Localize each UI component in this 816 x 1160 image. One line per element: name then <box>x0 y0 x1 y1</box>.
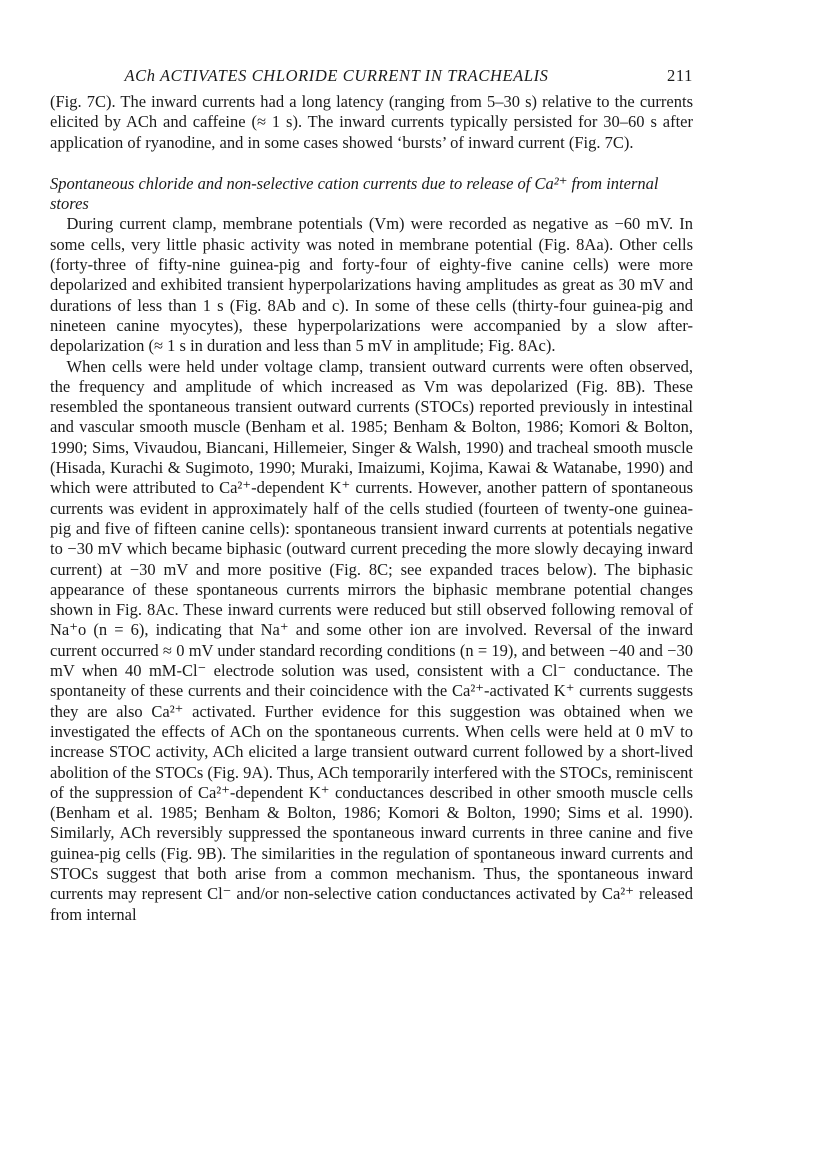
paragraph-current-clamp: During current clamp, membrane potentials (Vm) were recorded as negative as −60 mV. In some cells, very little phasic activity was noted in membrane potential (Fig. 8Aa). Other cells (forty-three of fifty-nine guinea-pig and forty-four of eighty-five canine cells) were more depolarized and exhibited transient hyperpolarizations having amplitudes as great as 30 mV and durations of less than 1 s (Fig. 8Ab and c). In some of these cells (thirty-four guinea-pig and nineteen canine myocytes), these hyperpolarizations were accompanied by a slow after-depolarization (≈ 1 s in duration and less than 5 mV in amplitude; Fig. 8Ac). <box>50 214 693 356</box>
page <box>50 66 693 925</box>
running-title: ACh ACTIVATES CHLORIDE CURRENT IN TRACHEALIS <box>124 66 549 85</box>
section-heading: Spontaneous chloride and non-selective cation currents due to release of Ca²⁺ from internal stores <box>50 173 659 214</box>
running-header <box>50 66 693 92</box>
paragraph-voltage-clamp: When cells were held under voltage clamp, transient outward currents were often observed, the frequency and amplitude of which increased as Vm was depolarized (Fig. 8B). These resembled the spontaneous transient outward currents (STOCs) reported previously in intestinal and vascular smooth muscle (Benham et al. 1985; Benham & Bolton, 1986; Komori & Bolton, 1990; Sims, Vivaudou, Biancani, Hillemeier, Singer & Walsh, 1990) and tracheal smooth muscle (Hisada, Kurachi & Sugimoto, 1990; Muraki, Imaizumi, Kojima, Kawai & Watanabe, 1990) and which were attributed to Ca²⁺-dependent K⁺ currents. However, another pattern of spontaneous currents was evident in approximately half of the cells studied (fourteen of twenty-one guinea-pig and five of fifteen canine cells): spontaneous transient inward currents at potentials negative to −30 mV which became biphasic (outward current preceding the more slowly decaying inward current) at −30 mV and more positive (Fig. 8C; see expanded traces below). The biphasic appearance of these spontaneous currents mirrors the biphasic membrane potential changes shown in Fig. 8Ac. These inward currents were reduced but still observed following removal of Na⁺o (n = 6), indicating that Na⁺ and some other ion are involved. Reversal of the inward current occurred ≈ 0 mV under standard recording conditions (n = 19), and between −40 and −30 mV when 40 mM-Cl⁻ electrode solution was used, consistent with a Cl⁻ conductance. The spontaneity of these currents and their coincidence with the Ca²⁺-activated K⁺ currents suggests they are also Ca²⁺ activated. Further evidence for this suggestion was obtained when we investigated the effects of ACh on the spontaneous currents. When cells were held at 0 mV to increase STOC activity, ACh elicited a large transient outward current followed by a short-lived abolition of the STOCs (Fig. 9A). Thus, ACh temporarily interfered with the STOCs, reminiscent of the suppression of Ca²⁺-dependent K⁺ conductances described in other smooth muscle cells (Benham et al. 1985; Benham & Bolton, 1986; Komori & Bolton, 1990; Sims et al. 1990). Similarly, ACh reversibly suppressed the spontaneous inward currents in three canine and five guinea-pig cells (Fig. 9B). The similarities in the regulation of spontaneous inward currents and STOCs suggest that both arise from a common mechanism. Thus, the spontaneous inward currents may represent Cl⁻ and/or non-selective cation conductances activated by Ca²⁺ released from internal <box>50 356 693 924</box>
page-number: 211 <box>667 66 693 85</box>
paragraph-continued: (Fig. 7C). The inward currents had a long latency (ranging from 5–30 s) relative to the currents elicited by ACh and caffeine (≈ 1 s). The inward currents typically persisted for 30–60 s after application of ryanodine, and in some cases showed ‘bursts’ of inward current (Fig. 7C). <box>50 92 693 152</box>
